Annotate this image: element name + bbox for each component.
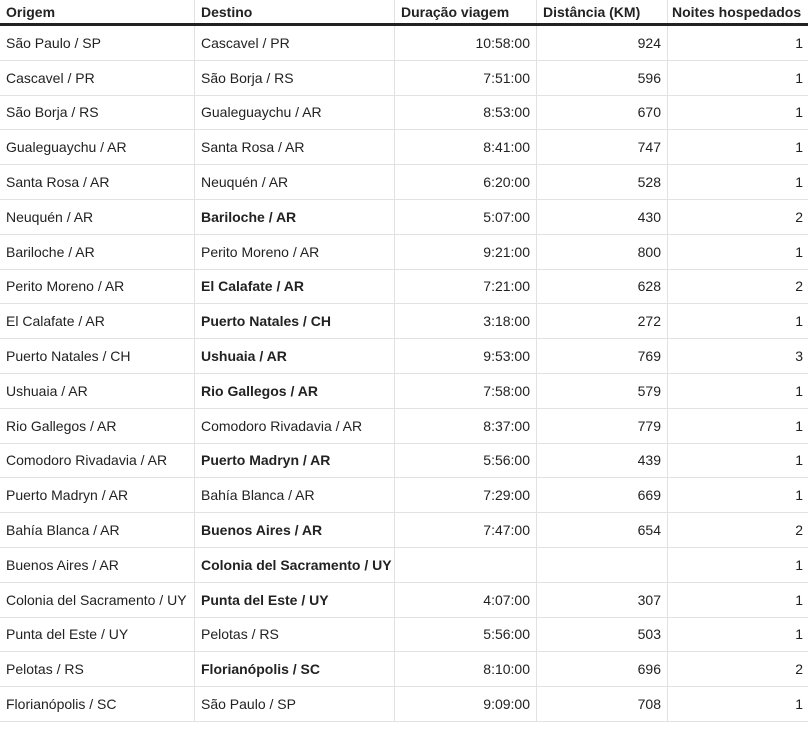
cell-origem[interactable]: Colonia del Sacramento / UY	[0, 583, 195, 617]
cell-distancia[interactable]: 272	[537, 304, 668, 338]
cell-destino[interactable]: El Calafate / AR	[195, 270, 395, 304]
cell-destino[interactable]: Bahía Blanca / AR	[195, 478, 395, 512]
cell-distancia[interactable]: 800	[537, 235, 668, 269]
cell-destino[interactable]: Santa Rosa / AR	[195, 130, 395, 164]
header-distancia[interactable]: Distância (KM)	[537, 0, 668, 23]
cell-noites[interactable]: 1	[795, 382, 803, 399]
cell-origem[interactable]: Bariloche / AR	[0, 235, 195, 269]
cell-duracao[interactable]: 4:07:00	[395, 583, 537, 617]
cell-noites[interactable]: 1	[795, 69, 803, 86]
cell-distancia[interactable]: 747	[537, 130, 668, 164]
cell-destino[interactable]: Punta del Este / UY	[195, 583, 395, 617]
header-destino[interactable]: Destino	[195, 0, 395, 23]
cell-destino[interactable]: Puerto Natales / CH	[195, 304, 395, 338]
cell-distancia[interactable]	[537, 548, 668, 582]
table-row	[0, 618, 808, 653]
cell-distancia[interactable]: 708	[537, 687, 668, 721]
cell-destino[interactable]: Puerto Madryn / AR	[195, 444, 395, 478]
cell-origem[interactable]: Gualeguaychu / AR	[0, 130, 195, 164]
cell-noites[interactable]: 2	[795, 661, 803, 678]
cell-duracao[interactable]: 8:41:00	[395, 130, 537, 164]
cell-origem[interactable]: Comodoro Rivadavia / AR	[0, 444, 195, 478]
cell-destino[interactable]: Gualeguaychu / AR	[195, 96, 395, 130]
cell-duracao[interactable]: 8:37:00	[395, 409, 537, 443]
cell-distancia[interactable]: 596	[537, 61, 668, 95]
table-row	[0, 374, 808, 409]
cell-origem[interactable]: São Borja / RS	[0, 96, 195, 130]
cell-distancia[interactable]: 579	[537, 374, 668, 408]
cell-destino[interactable]: São Borja / RS	[195, 61, 395, 95]
cell-destino[interactable]: Neuquén / AR	[195, 165, 395, 199]
cell-noites[interactable]: 2	[795, 208, 803, 225]
cell-origem[interactable]: Santa Rosa / AR	[0, 165, 195, 199]
table-row	[0, 304, 808, 339]
table-row	[0, 583, 808, 618]
cell-duracao[interactable]: 5:56:00	[395, 618, 537, 652]
cell-duracao[interactable]: 7:47:00	[395, 513, 537, 547]
cell-duracao[interactable]: 10:58:00	[395, 26, 537, 60]
cell-origem[interactable]: Ushuaia / AR	[0, 374, 195, 408]
cell-origem[interactable]: El Calafate / AR	[0, 304, 195, 338]
cell-distancia[interactable]: 769	[537, 339, 668, 373]
cell-destino[interactable]: Comodoro Rivadavia / AR	[195, 409, 395, 443]
cell-noites[interactable]: 1	[795, 104, 803, 121]
cell-origem[interactable]: Perito Moreno / AR	[0, 270, 195, 304]
cell-duracao[interactable]: 8:10:00	[395, 652, 537, 686]
cell-duracao[interactable]: 9:09:00	[395, 687, 537, 721]
cell-duracao[interactable]: 9:21:00	[395, 235, 537, 269]
cell-distancia[interactable]: 439	[537, 444, 668, 478]
cell-duracao[interactable]: 5:07:00	[395, 200, 537, 234]
table-body	[0, 26, 808, 722]
cell-noites[interactable]: 1	[795, 696, 803, 713]
cell-origem[interactable]: São Paulo / SP	[0, 26, 195, 60]
cell-duracao[interactable]	[395, 548, 537, 582]
cell-distancia[interactable]: 696	[537, 652, 668, 686]
table-row	[0, 409, 808, 444]
cell-distancia[interactable]: 628	[537, 270, 668, 304]
cell-noites[interactable]: 2	[795, 278, 803, 295]
cell-distancia[interactable]: 924	[537, 26, 668, 60]
cell-distancia[interactable]: 669	[537, 478, 668, 512]
cell-origem[interactable]: Buenos Aires / AR	[0, 548, 195, 582]
table-row	[0, 339, 808, 374]
cell-noites[interactable]: 1	[795, 626, 803, 643]
cell-destino[interactable]: Perito Moreno / AR	[195, 235, 395, 269]
table-row	[0, 165, 808, 200]
cell-noites[interactable]: 1	[795, 417, 803, 434]
cell-noites[interactable]: 1	[795, 556, 803, 573]
cell-destino[interactable]: Cascavel / PR	[195, 26, 395, 60]
header-row	[0, 0, 808, 26]
cell-origem[interactable]: Punta del Este / UY	[0, 618, 195, 652]
table-row	[0, 61, 808, 96]
cell-origem[interactable]: Florianópolis / SC	[0, 687, 195, 721]
cell-noites[interactable]: 1	[795, 313, 803, 330]
table-row	[0, 270, 808, 305]
table-row	[0, 444, 808, 479]
cell-destino[interactable]: Pelotas / RS	[195, 618, 395, 652]
cell-distancia[interactable]: 670	[537, 96, 668, 130]
table-row	[0, 235, 808, 270]
cell-origem[interactable]: Puerto Madryn / AR	[0, 478, 195, 512]
cell-destino[interactable]: Colonia del Sacramento / UY	[195, 548, 395, 582]
table-row	[0, 130, 808, 165]
table-row	[0, 26, 808, 61]
cell-noites[interactable]: 1	[795, 243, 803, 260]
cell-noites[interactable]: 1	[795, 139, 803, 156]
cell-duracao[interactable]: 7:51:00	[395, 61, 537, 95]
table-row	[0, 513, 808, 548]
cell-destino[interactable]: Florianópolis / SC	[195, 652, 395, 686]
cell-noites[interactable]: 3	[795, 348, 803, 365]
cell-noites[interactable]: 2	[795, 522, 803, 539]
cell-origem[interactable]: Pelotas / RS	[0, 652, 195, 686]
cell-noites[interactable]: 1	[795, 487, 803, 504]
cell-origem[interactable]: Cascavel / PR	[0, 61, 195, 95]
cell-duracao[interactable]: 3:18:00	[395, 304, 537, 338]
cell-origem[interactable]: Neuquén / AR	[0, 200, 195, 234]
cell-duracao[interactable]: 7:58:00	[395, 374, 537, 408]
cell-origem[interactable]: Bahía Blanca / AR	[0, 513, 195, 547]
cell-duracao[interactable]: 8:53:00	[395, 96, 537, 130]
cell-distancia[interactable]: 307	[537, 583, 668, 617]
cell-destino[interactable]: Ushuaia / AR	[195, 339, 395, 373]
cell-duracao[interactable]: 9:53:00	[395, 339, 537, 373]
cell-noites[interactable]: 1	[795, 452, 803, 469]
table-row	[0, 200, 808, 235]
cell-duracao[interactable]: 7:29:00	[395, 478, 537, 512]
cell-distancia[interactable]: 654	[537, 513, 668, 547]
table-row	[0, 687, 808, 722]
cell-noites[interactable]: 1	[795, 34, 803, 51]
cell-duracao[interactable]: 7:21:00	[395, 270, 537, 304]
cell-distancia[interactable]: 430	[537, 200, 668, 234]
cell-destino[interactable]: Bariloche / AR	[195, 200, 395, 234]
cell-duracao[interactable]: 5:56:00	[395, 444, 537, 478]
header-noites[interactable]: Noites hospedados	[672, 4, 802, 20]
cell-duracao[interactable]: 6:20:00	[395, 165, 537, 199]
header-duracao[interactable]: Duração viagem	[395, 0, 537, 23]
cell-destino[interactable]: Buenos Aires / AR	[195, 513, 395, 547]
cell-destino[interactable]: São Paulo / SP	[195, 687, 395, 721]
table-row	[0, 96, 808, 131]
table-row	[0, 548, 808, 583]
cell-distancia[interactable]: 503	[537, 618, 668, 652]
header-origem[interactable]: Origem	[0, 0, 195, 23]
cell-noites[interactable]: 1	[795, 174, 803, 191]
cell-distancia[interactable]: 779	[537, 409, 668, 443]
cell-origem[interactable]: Puerto Natales / CH	[0, 339, 195, 373]
cell-distancia[interactable]: 528	[537, 165, 668, 199]
cell-destino[interactable]: Rio Gallegos / AR	[195, 374, 395, 408]
cell-origem[interactable]: Rio Gallegos / AR	[0, 409, 195, 443]
table-row	[0, 478, 808, 513]
cell-noites[interactable]: 1	[795, 591, 803, 608]
table-row	[0, 652, 808, 687]
